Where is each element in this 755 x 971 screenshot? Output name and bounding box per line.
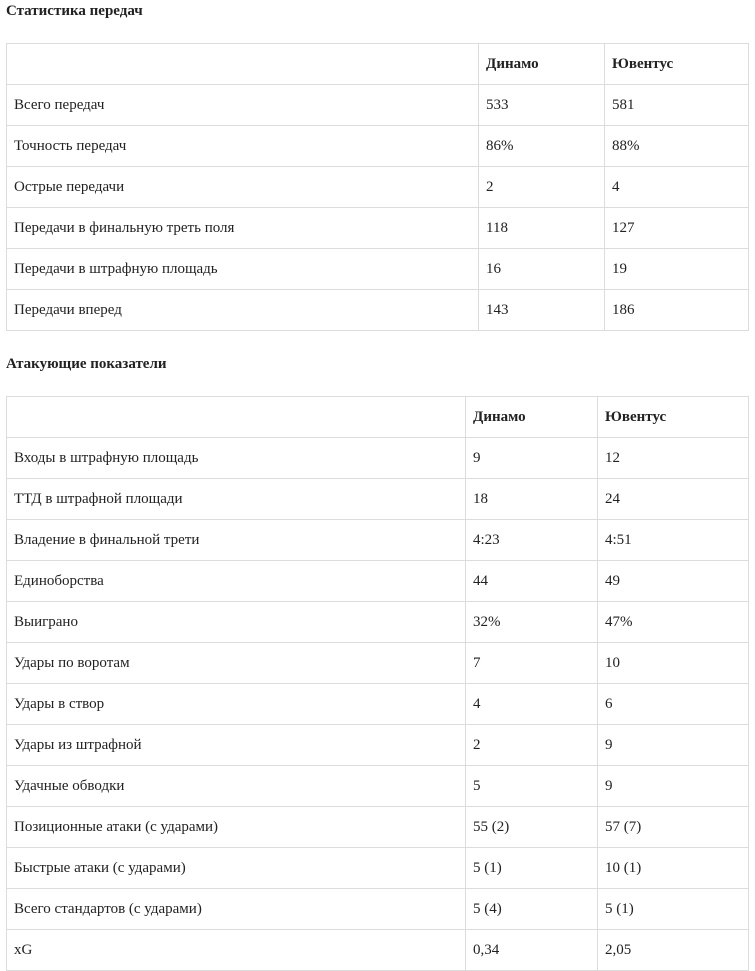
stat-label-cell: Острые передачи [7, 167, 479, 208]
table-row [7, 479, 749, 520]
team-home-value-cell: 118 [479, 208, 605, 249]
table-row [7, 684, 749, 725]
team-home-value-cell: 16 [479, 249, 605, 290]
team-away-value-cell: 6 [598, 684, 749, 725]
team-home-value-cell: 5 (1) [466, 848, 598, 889]
team-home-value-cell: 5 (4) [466, 889, 598, 930]
stat-label-cell: Выиграно [7, 602, 466, 643]
team-away-value-cell: 2,05 [598, 930, 749, 971]
header-cell-empty [7, 397, 466, 438]
passing-stats-title: Статистика передач [6, 3, 143, 19]
stat-label-cell: Владение в финальной трети [7, 520, 466, 561]
table-row [7, 438, 749, 479]
team-home-value-cell: 2 [466, 725, 598, 766]
table-row [7, 208, 749, 249]
header-cell-team-away: Ювентус [598, 397, 749, 438]
team-away-value-cell: 9 [598, 766, 749, 807]
team-away-value-cell: 581 [605, 85, 749, 126]
team-home-value-cell: 2 [479, 167, 605, 208]
attacking-stats-title: Атакующие показатели [6, 356, 167, 372]
team-away-value-cell: 49 [598, 561, 749, 602]
team-away-value-cell: 12 [598, 438, 749, 479]
team-away-value-cell: 47% [598, 602, 749, 643]
team-away-value-cell: 186 [605, 290, 749, 331]
stat-label-cell: Удары из штрафной [7, 725, 466, 766]
table-row [7, 725, 749, 766]
stat-label-cell: Точность передач [7, 126, 479, 167]
team-home-value-cell: 86% [479, 126, 605, 167]
stat-label-cell: Передачи в финальную треть поля [7, 208, 479, 249]
team-away-value-cell: 10 (1) [598, 848, 749, 889]
table-row [7, 766, 749, 807]
stat-label-cell: Единоборства [7, 561, 466, 602]
team-away-value-cell: 127 [605, 208, 749, 249]
team-home-value-cell: 55 (2) [466, 807, 598, 848]
table-row [7, 167, 749, 208]
team-home-value-cell: 4:23 [466, 520, 598, 561]
table-header-row [7, 397, 749, 438]
stat-label-cell: Удачные обводки [7, 766, 466, 807]
team-away-value-cell: 57 (7) [598, 807, 749, 848]
team-away-value-cell: 24 [598, 479, 749, 520]
stat-label-cell: Удары по воротам [7, 643, 466, 684]
table-row [7, 930, 749, 971]
stat-label-cell: xG [7, 930, 466, 971]
stat-label-cell: Позиционные атаки (с ударами) [7, 807, 466, 848]
stat-label-cell: Входы в штрафную площадь [7, 438, 466, 479]
stat-label-cell: Быстрые атаки (с ударами) [7, 848, 466, 889]
team-home-value-cell: 7 [466, 643, 598, 684]
header-cell-empty [7, 44, 479, 85]
passing-stats-table [6, 43, 749, 331]
team-away-value-cell: 4 [605, 167, 749, 208]
attacking-stats-table [6, 396, 749, 971]
header-cell-team-away: Ювентус [605, 44, 749, 85]
header-cell-team-home: Динамо [479, 44, 605, 85]
table-row [7, 807, 749, 848]
table-row [7, 602, 749, 643]
team-home-value-cell: 0,34 [466, 930, 598, 971]
table-row [7, 126, 749, 167]
team-away-value-cell: 5 (1) [598, 889, 749, 930]
team-away-value-cell: 9 [598, 725, 749, 766]
team-home-value-cell: 44 [466, 561, 598, 602]
stat-label-cell: Передачи вперед [7, 290, 479, 331]
team-home-value-cell: 9 [466, 438, 598, 479]
table-row [7, 85, 749, 126]
stat-label-cell: ТТД в штрафной площади [7, 479, 466, 520]
table-row [7, 889, 749, 930]
header-cell-team-home: Динамо [466, 397, 598, 438]
table-row [7, 561, 749, 602]
stat-label-cell: Передачи в штрафную площадь [7, 249, 479, 290]
team-home-value-cell: 4 [466, 684, 598, 725]
team-away-value-cell: 10 [598, 643, 749, 684]
stat-label-cell: Удары в створ [7, 684, 466, 725]
table-row [7, 643, 749, 684]
team-away-value-cell: 19 [605, 249, 749, 290]
table-header-row [7, 44, 749, 85]
stat-label-cell: Всего стандартов (с ударами) [7, 889, 466, 930]
table-row [7, 249, 749, 290]
team-away-value-cell: 88% [605, 126, 749, 167]
stat-label-cell: Всего передач [7, 85, 479, 126]
team-home-value-cell: 32% [466, 602, 598, 643]
team-home-value-cell: 533 [479, 85, 605, 126]
team-home-value-cell: 143 [479, 290, 605, 331]
team-away-value-cell: 4:51 [598, 520, 749, 561]
team-home-value-cell: 18 [466, 479, 598, 520]
table-row [7, 290, 749, 331]
table-row [7, 520, 749, 561]
table-row [7, 848, 749, 889]
team-home-value-cell: 5 [466, 766, 598, 807]
